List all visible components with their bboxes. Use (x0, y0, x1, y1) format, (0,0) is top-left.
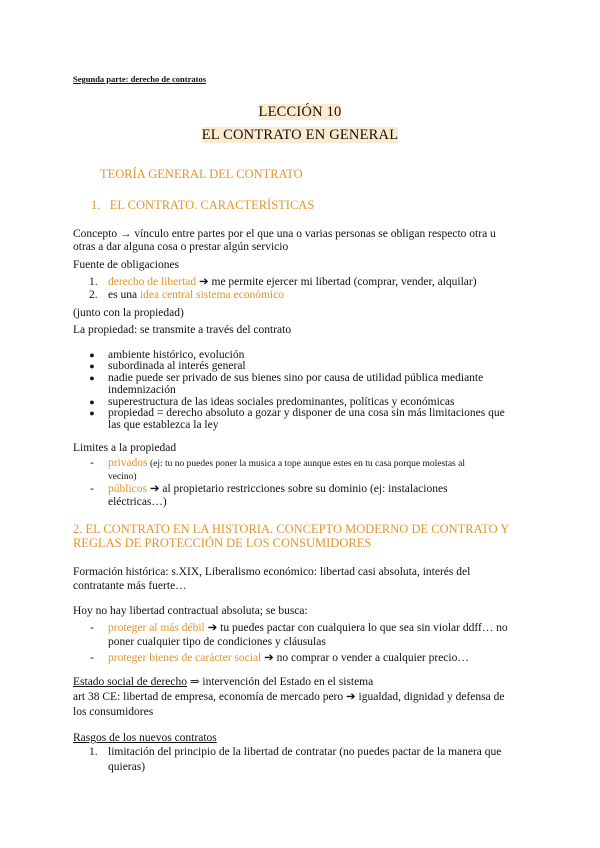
source-item-2-num: 2. (89, 289, 98, 301)
main-section-heading: TEORÍA GENERAL DEL CONTRATO (100, 167, 303, 181)
bullet-icon: ● (89, 408, 95, 418)
dash-marker: - (90, 652, 94, 664)
property-bullet-1: ambiente histórico, evolución (108, 349, 245, 361)
art38-line-1: art 38 CE: libertad de empresa, economía de mercado pero ➔ igualdad, dignidad y defensa de (73, 691, 505, 703)
lesson-title: LECCIÓN 10 (258, 104, 342, 120)
property-bullet-3-l1: nadie puede ser privado de sus bienes sino por causa de utilidad pública mediante (108, 372, 484, 384)
traits-label: Rasgos de los nuevos contratos (73, 732, 217, 744)
today-label: Hoy no hay libertad contractual absoluta; se busca: (73, 605, 308, 617)
property-bullet-2: subordinada al interés general (108, 360, 246, 372)
today-item-1-l2: poner cualquier tipo de condiciones y cláusulas (108, 636, 326, 648)
history-line-2: contratante más fuerte… (73, 580, 187, 592)
trait-item-1-l2: quieras) (108, 761, 146, 773)
bullet-icon: ● (89, 361, 95, 371)
source-item-1: derecho de libertad ➔ me permite ejercer mi libertad (comprar, vender, alquilar) (108, 276, 477, 288)
history-line-1: Formación histórica: s.XIX, Liberalismo económico: libertad casi absoluta, interés del (73, 566, 471, 578)
property-bullet-4: superestructura de las ideas sociales predominantes, políticas y económicas (108, 396, 455, 408)
art38-line-2: los consumidores (73, 706, 154, 718)
concept-line-2: otras a dar alguna cosa o prestar algún servicio (73, 241, 289, 253)
limits-label: Limites a la propiedad (73, 442, 177, 454)
source-item-2: es una idea central sistema económico (108, 289, 284, 301)
section-2-heading-l1: 2. EL CONTRATO EN LA HISTORIA. CONCEPTO MODERNO DE CONTRATO Y (73, 522, 510, 536)
source-item-1-num: 1. (89, 276, 98, 288)
section-1-heading: 1. EL CONTRATO. CARACTERÍSTICAS (91, 198, 315, 212)
subject-title: EL CONTRATO EN GENERAL (201, 127, 399, 143)
limit-item-2-l1: públicos ➔ al propietario restricciones sobre su dominio (ej: instalaciones (108, 483, 448, 495)
sources-note: (junto con la propiedad) (73, 307, 184, 319)
property-bullet-5-l2: las que establezca la ley (108, 419, 219, 431)
state-line: Estado social de derecho ⇒ intervención del Estado en el sistema (73, 676, 374, 688)
limit-item-2-l2: eléctricas…) (108, 496, 167, 508)
limit-item-1-l1: privados (ej: tu no puedes poner la musica a tope aunque estes en tu casa porque molestas al (108, 457, 465, 469)
dash-marker: - (90, 457, 94, 469)
trait-item-1-num: 1. (89, 746, 98, 758)
property-bullet-5-l1: propiedad = derecho absoluto a gozar y disponer de una cosa sin más limitaciones que (108, 407, 505, 419)
part-header: Segunda parte: derecho de contratos (73, 74, 206, 84)
today-item-1-l1: proteger al más débil ➔ tu puedes pactar con cualquiera lo que sea sin violar ddff… no (108, 622, 508, 634)
trait-item-1-l1: limitación del principio de la libertad de contratar (no puedes pactar de la manera que (108, 746, 502, 758)
property-bullet-3-l2: indemnización (108, 384, 176, 396)
concept-line-1: Concepto → vínculo entre partes por el que una o varias personas se obligan respecto otra u (73, 228, 496, 240)
sources-label: Fuente de obligaciones (73, 259, 180, 271)
bullet-icon: ● (89, 373, 95, 383)
dash-marker: - (90, 483, 94, 495)
property-label: La propiedad: se transmite a través del contrato (73, 324, 292, 336)
bullet-icon: ● (89, 350, 95, 360)
limit-item-1-l2: vecino) (108, 472, 137, 482)
dash-marker: - (90, 622, 94, 634)
section-2-heading-l2: REGLAS DE PROTECCIÓN DE LOS CONSUMIDORES (73, 536, 372, 550)
bullet-icon: ● (89, 397, 95, 407)
today-item-2: proteger bienes de carácter social ➔ no comprar o vender a cualquier precio… (108, 652, 469, 664)
